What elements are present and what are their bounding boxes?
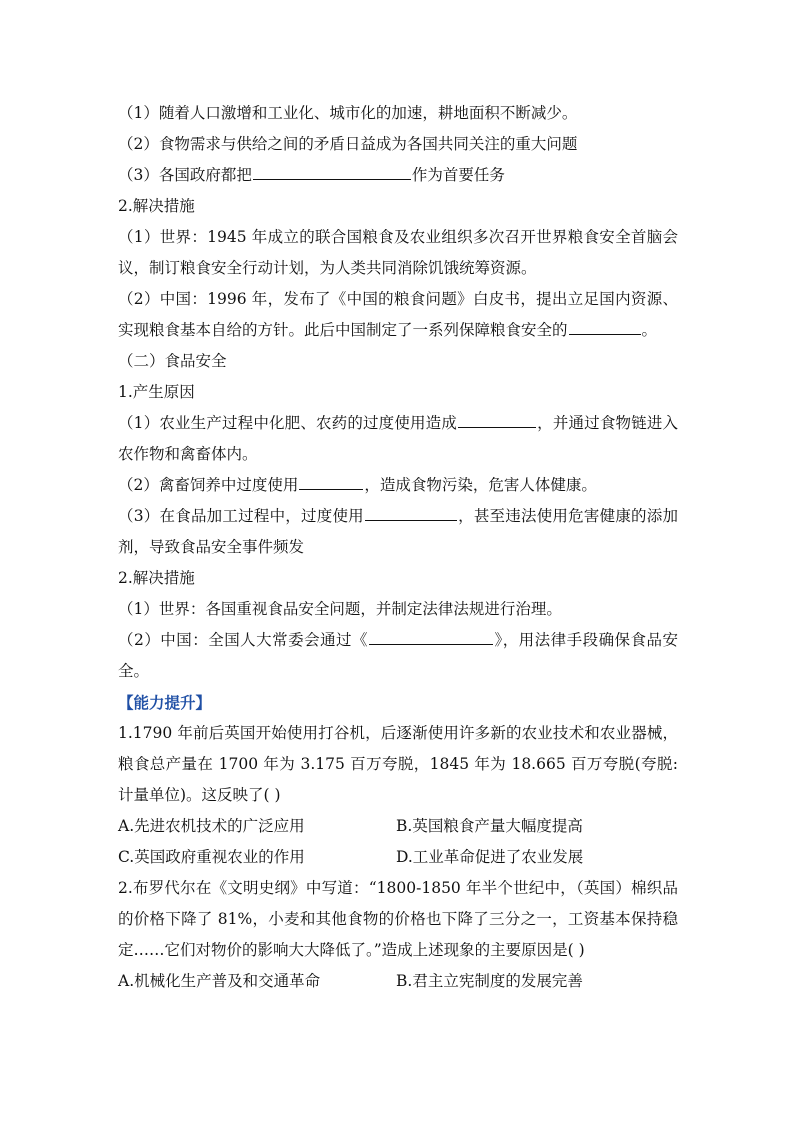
text-line: （3）各国政府都把 作为首要任务: [118, 160, 678, 191]
text-line: （2）禽畜饲养中过度使用 ，造成食物污染，危害人体健康。: [118, 470, 678, 501]
document-page: [118, 98, 678, 997]
question-1-options-row-1: [118, 811, 678, 842]
answer-blank[interactable]: [299, 471, 363, 490]
paragraph: （3）在食品加工过程中，过度使用 ，甚至违法使用危害健康的添加剂，导致食品安全事件频发: [118, 501, 678, 563]
subheading: 2.解决措施: [118, 569, 195, 587]
option-b[interactable]: B.英国粮食产量大幅度提高: [396, 817, 583, 835]
section-title: （二）食品安全: [118, 352, 227, 370]
subheading: 2.解决措施: [118, 197, 195, 215]
option-b[interactable]: B.君主立宪制度的发展完善: [396, 972, 583, 990]
option-a[interactable]: A.先进农机技术的广泛应用: [118, 817, 305, 835]
answer-blank[interactable]: [458, 409, 536, 428]
answer-blank[interactable]: [253, 161, 411, 180]
answer-blank[interactable]: [569, 316, 641, 335]
question-2-options-row-1: [118, 966, 678, 997]
paragraph: （1）世界：1945 年成立的联合国粮食及农业组织多次召开世界粮食安全首脑会议，制订粮食安全行动计划，为人类共同消除饥饿统筹资源。: [118, 228, 678, 277]
question-1-options-row-2: [118, 842, 678, 873]
question-1: 1.1790 年前后英国开始使用打谷机，后逐渐使用许多新的农业技术和农业器械，粮食总产量在 1700 年为 3.175 百万夸脱，1845 年为 18.665 百万夸脱(夸脱:计量单位)。这反映了( ): [118, 724, 678, 804]
option-c[interactable]: C.英国政府重视农业的作用: [118, 848, 305, 866]
text-line: （1）世界：各国重视食品安全问题，并制定法律法规进行治理。: [118, 600, 562, 618]
option-d[interactable]: D.工业革命促进了农业发展: [396, 848, 584, 866]
text-line: （1）随着人口激增和工业化、城市化的加速，耕地面积不断减少。: [118, 104, 578, 122]
paragraph: （1）农业生产过程中化肥、农药的过度使用造成 ，并通过食物链进入农作物和禽畜体内。: [118, 408, 678, 470]
section-heading: 【能力提升】: [118, 693, 212, 712]
text-line: （2）食物需求与供给之间的矛盾日益成为各国共同关注的重大问题: [118, 135, 578, 153]
paragraph: （2）中国：全国人大常委会通过《 》，用法律手段确保食品安全。: [118, 625, 678, 687]
subheading: 1.产生原因: [118, 383, 195, 401]
paragraph: （2）中国：1996 年，发布了《中国的粮食问题》白皮书，提出立足国内资源、实现粮食基本自给的方针。此后中国制定了一系列保障粮食安全的 。: [118, 290, 678, 339]
option-a[interactable]: A.机械化生产普及和交通革命: [118, 972, 321, 990]
question-2: 2.布罗代尔在《文明史纲》中写道：“1800-1850 年半个世纪中，（英国）棉织品的价格下降了 81%，小麦和其他食物的价格也下降了三分之一，工资基本保持稳定……它们对物价的影响大大降低了。”造成上述现象的主要原因是( ): [118, 879, 678, 959]
answer-blank[interactable]: [365, 502, 457, 521]
answer-blank[interactable]: [369, 626, 493, 645]
